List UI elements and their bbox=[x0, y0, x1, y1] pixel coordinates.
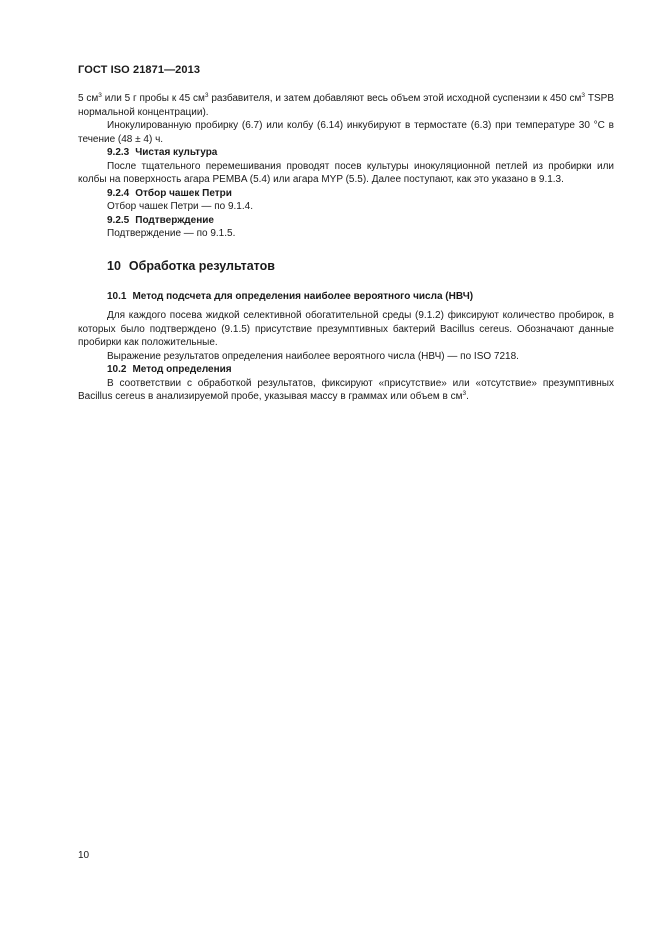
text-fragment: разбавителя, и затем добавляют весь объем этой исходной суспензии к 450 см bbox=[208, 93, 582, 104]
section-10-heading bbox=[78, 258, 614, 274]
subsection-10-2-heading bbox=[78, 363, 614, 377]
section-title: Отбор чашек Петри bbox=[135, 187, 232, 199]
subsection-9-2-5-heading bbox=[78, 214, 614, 228]
paragraph-dilution bbox=[78, 92, 614, 119]
paragraph-pure-culture: После тщательного перемешивания проводят посев культуры инокуляционной петлей из пробирки или колбы на поверхность агара PEMBA (5.4) или агара MYP (5.5). Далее поступают, как это указано в 9.1.3. bbox=[78, 160, 614, 185]
text-fragment: 5 см bbox=[78, 93, 99, 104]
section-title: Чистая культура bbox=[135, 147, 218, 158]
section-title: Подтверждение bbox=[135, 214, 214, 226]
section-number: 10 bbox=[107, 258, 121, 273]
section-number: 9.2.3 bbox=[107, 147, 130, 158]
text-fragment: В соответствии с обработкой результатов, фиксируют «присутствие» или «отсутствие» презумптивных Bacillus cereus в анализируемой пробе, указывая массу в граммах или объем в см bbox=[78, 377, 614, 402]
text-fragment: TSPB нормальной концентрации). bbox=[78, 93, 614, 118]
text-fragment: или 5 г пробы к 45 см bbox=[101, 93, 205, 104]
document-body bbox=[78, 92, 614, 404]
subsection-9-2-3-heading bbox=[78, 146, 614, 160]
subsection-10-1-heading bbox=[78, 290, 614, 304]
section-title: Обработка результатов bbox=[128, 258, 275, 273]
section-number: 10.1 bbox=[107, 290, 127, 302]
superscript: 3 bbox=[204, 92, 209, 99]
text-fragment: . bbox=[466, 391, 469, 402]
page-number: 10 bbox=[78, 850, 90, 861]
subsection-9-2-4-heading bbox=[78, 187, 614, 201]
paragraph-method bbox=[78, 377, 614, 404]
section-number: 9.2.5 bbox=[107, 214, 130, 226]
section-number: 10.2 bbox=[107, 364, 127, 375]
document-header: ГОСТ ISO 21871—2013 bbox=[78, 64, 201, 76]
superscript: 3 bbox=[581, 92, 586, 99]
section-title: Метод определения bbox=[132, 364, 232, 375]
superscript: 3 bbox=[98, 92, 102, 99]
paragraph-petri: Отбор чашек Петри — по 9.1.4. bbox=[107, 201, 253, 212]
paragraph-incubate: Инокулированную пробирку (6.7) или колбу (6.14) инкубируют в термостате (6.3) при температуре 30 °С в течение (48 ± 4) ч. bbox=[78, 120, 614, 145]
section-number: 9.2.4 bbox=[107, 187, 130, 199]
superscript: 3 bbox=[462, 390, 467, 397]
paragraph-count: Для каждого посева жидкой селективной обогатительной среды (9.1.2) фиксируют количество пробирок, в которых было подтверждено (9.1.5) присутствие презумптивных бактерий Bacillus cereus. Обозначают данные пробирки как положительные. bbox=[78, 310, 614, 348]
paragraph-confirmation: Подтверждение — по 9.1.5. bbox=[107, 228, 236, 239]
paragraph-expression: Выражение результатов определения наиболее вероятного числа (НВЧ) — по ISO 7218. bbox=[107, 350, 519, 362]
section-title: Метод подсчета для определения наиболее вероятного числа (НВЧ) bbox=[132, 290, 474, 302]
